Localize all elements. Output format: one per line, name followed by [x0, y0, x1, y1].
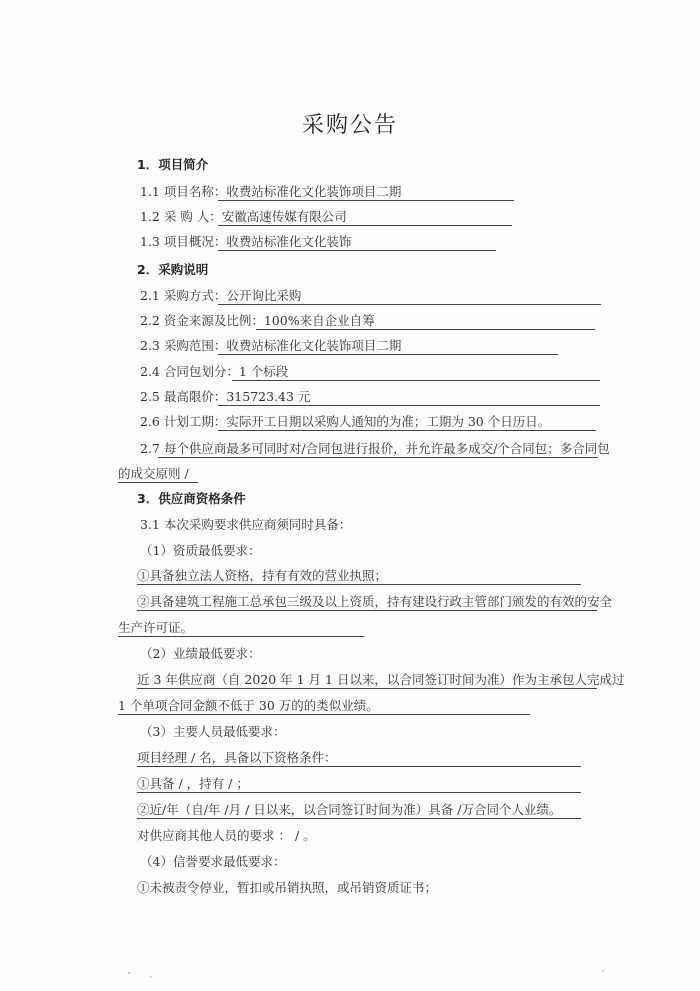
underline	[118, 482, 198, 483]
item-2-3: 2.3 采购范围：收费站标准化文化装饰项目二期	[140, 338, 402, 353]
underline	[256, 329, 595, 330]
item-3-1: 3.1 本次采购要求供应商须同时具备：	[140, 517, 352, 532]
credit-1: ①未被责令停业，暂扣或吊销执照，或吊销资质证书；	[137, 880, 438, 895]
personnel-heading: （3）主要人员最低要求：	[140, 724, 286, 739]
personnel-performance: ②近/年（自/年 /月 / 日以来，以合同签订时间为准）具备 /万合同个人业绩。	[137, 802, 562, 817]
item-2-6: 2.6 计划工期：实际开工日期以采购人通知的为准；工期为 30 个日历日。	[140, 414, 551, 429]
scan-speck	[128, 972, 130, 974]
item-2-7-line2: 的成交原则 /	[118, 466, 189, 481]
qualification-heading: （1）资质最低要求：	[140, 543, 261, 558]
underline	[137, 688, 597, 689]
qualification-1: ①具备独立法人资格，持有有效的营业执照；	[137, 568, 388, 583]
underline	[118, 714, 530, 715]
underline	[158, 457, 598, 458]
performance-heading: （2）业绩最低要求：	[140, 646, 261, 661]
underline	[232, 380, 600, 381]
underline	[218, 200, 514, 201]
underline	[218, 354, 558, 355]
item-2-5: 2.5 最高限价：315723.43 元	[140, 389, 311, 404]
underline	[218, 225, 512, 226]
item-1-3: 1.3 项目概况：收费站标准化文化装饰	[140, 234, 352, 249]
underline	[137, 766, 581, 767]
section-3-heading: 3．供应商资格条件	[137, 491, 246, 506]
item-2-1: 2.1 采购方式：公开询比采购	[140, 288, 302, 303]
item-2-7-line1: 2.7 每个供应商最多可同时对/合同包进行报价，并允许最多成交/个合同包；多合同包	[140, 441, 610, 456]
credit-heading: （4）信誉要求最低要求：	[140, 854, 286, 869]
underline	[137, 818, 581, 819]
underline	[137, 584, 581, 585]
underline	[137, 610, 597, 611]
qualification-2-line1: ②具备建筑工程施工总承包三级及以上资质，持有建设行政主管部门颁发的有效的安全	[137, 594, 613, 609]
scan-speck	[150, 976, 152, 978]
page-title: 采购公告	[301, 113, 398, 138]
personnel-cert: ①具备 / ，持有 / ；	[137, 776, 249, 791]
underline	[218, 304, 601, 305]
performance-line2: 1 个单项合同金额不低于 30 万的的类似业绩。	[118, 698, 379, 713]
underline	[218, 405, 600, 406]
item-2-2: 2.2 资金来源及比例：100%来自企业自筹	[140, 313, 375, 328]
section-2-heading: 2．采购说明	[137, 262, 209, 277]
underline	[218, 430, 596, 431]
performance-line1: 近 3 年供应商（自 2020 年 1 月 1 日以来，以合同签订时间为准）作为主承包人完成过	[137, 672, 625, 687]
scan-speck	[602, 970, 604, 972]
item-1-2: 1.2 采 购 人：安徽高速传媒有限公司	[140, 209, 347, 224]
underline	[118, 636, 364, 637]
other-personnel: 对供应商其他人员的要求 ： / 。	[137, 828, 316, 843]
qualification-2-line2: 生产许可证。	[118, 620, 194, 635]
item-1-1: 1.1 项目名称：收费站标准化文化装饰项目二期	[140, 184, 402, 199]
personnel-manager: 项目经理 / 名，具备以下资格条件：	[137, 750, 337, 765]
item-2-4: 2.4 合同包划分：1 个标段	[140, 364, 289, 379]
underline	[137, 792, 581, 793]
underline	[218, 250, 496, 251]
section-1-heading: 1．项目简介	[137, 157, 209, 172]
